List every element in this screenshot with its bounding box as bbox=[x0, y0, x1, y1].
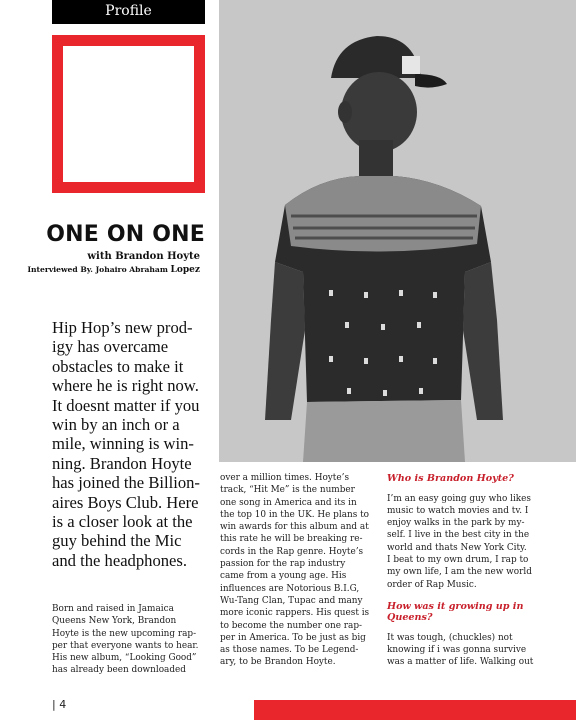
body-line: more iconic rappers. His quest is bbox=[220, 608, 370, 619]
answer-line: music to watch movies and tv. I bbox=[387, 505, 529, 516]
body-line: Born and raised in Jamaica bbox=[52, 604, 174, 614]
answer-paragraph bbox=[387, 632, 545, 669]
question-line: Queens? bbox=[387, 612, 433, 624]
answer-line: I’m an easy going guy who likes bbox=[387, 493, 531, 504]
body-line: one song in America and its in bbox=[220, 497, 357, 508]
body-line: has already been downloaded bbox=[52, 665, 186, 676]
intro-line: mile, winning is win- bbox=[52, 434, 194, 454]
portrait-photo bbox=[219, 0, 576, 462]
body-line: over a million times. Hoyte’s bbox=[220, 473, 349, 483]
answer-line: I beat to my own drum, I rap to bbox=[387, 554, 529, 565]
credit-prefix: Interviewed By. Johairo Abraham bbox=[27, 265, 168, 274]
body-line: Wu-Tang Clan, Tupac and many bbox=[220, 595, 363, 606]
question-heading bbox=[387, 473, 545, 485]
answer-paragraph bbox=[387, 493, 545, 591]
body-line: cords in the Rap genre. Hoyte’s bbox=[220, 546, 364, 557]
footer-accent-bar bbox=[254, 700, 576, 720]
body-line: the top 10 in the UK. He plans to bbox=[220, 509, 369, 520]
body-line: win awards for this album and at bbox=[220, 522, 369, 533]
intro-line: Hip Hop’s new prod- bbox=[52, 318, 193, 337]
body-line: influences are Notorious B.I.G, bbox=[220, 583, 360, 594]
body-column-left bbox=[52, 603, 202, 677]
qa-column bbox=[387, 473, 545, 675]
answer-line: knowing if i was gonna survive bbox=[387, 645, 527, 656]
intro-line: where he is right now. bbox=[52, 376, 199, 396]
answer-line: my own life, I am the new world bbox=[387, 567, 532, 578]
page-number: | 4 bbox=[52, 698, 67, 711]
body-line: came from a young age. His bbox=[220, 571, 347, 582]
intro-line: aires Boys Club. Here bbox=[52, 492, 199, 512]
answer-line: self. I live in the best city in the bbox=[387, 530, 530, 541]
body-line: per in America. To be just as big bbox=[220, 632, 366, 643]
question-line: How was it growing up in bbox=[387, 600, 524, 612]
answer-line: world and thats New York City. bbox=[387, 542, 527, 553]
body-line: Queens New York, Brandon bbox=[52, 616, 177, 627]
section-tag: Profile bbox=[52, 0, 205, 24]
answer-line: was a matter of life. Walking out bbox=[387, 657, 534, 668]
intro-line: guy behind the Mic bbox=[52, 531, 182, 551]
body-line: to become the number one rap- bbox=[220, 620, 363, 631]
question-line: Who is Brandon Hoyte? bbox=[387, 473, 514, 484]
intro-line: ning. Brandon Hoyte bbox=[52, 453, 192, 473]
body-line: ary, to be Brandon Hoyte. bbox=[220, 657, 336, 668]
body-line: Hoyte is the new upcoming rap- bbox=[52, 628, 197, 639]
red-frame-box bbox=[52, 35, 205, 193]
intro-paragraph bbox=[52, 318, 204, 570]
portrait-illustration bbox=[219, 0, 576, 462]
question-heading bbox=[387, 601, 545, 624]
body-line: this rate he will be breaking re- bbox=[220, 534, 363, 545]
body-line: passion for the rap industry bbox=[220, 559, 346, 570]
answer-line: enjoy walks in the park by my- bbox=[387, 518, 525, 529]
body-line: track, “Hit Me” is the number bbox=[220, 485, 355, 496]
intro-line: and the headphones. bbox=[52, 550, 188, 570]
intro-line: has joined the Billion- bbox=[52, 473, 200, 493]
body-line: His new album, “Looking Good” bbox=[52, 653, 197, 664]
answer-line: It was tough, (chuckles) not bbox=[387, 632, 513, 643]
body-line: as those names. To be Legend- bbox=[220, 645, 359, 656]
intro-line: It doesnt matter if you bbox=[52, 395, 200, 415]
interviewer-credit bbox=[22, 265, 200, 275]
answer-line: order of Rap Music. bbox=[387, 579, 477, 590]
article-subtitle: with Brandon Hoyte bbox=[87, 251, 200, 262]
article-title: ONE ON ONE bbox=[46, 222, 205, 247]
intro-line: win by an inch or a bbox=[52, 415, 180, 435]
intro-line: obstacles to make it bbox=[52, 356, 184, 376]
body-column-middle bbox=[220, 472, 375, 669]
credit-surname: Lopez bbox=[170, 265, 200, 275]
intro-line: is a closer look at the bbox=[52, 512, 193, 532]
body-line: per that everyone wants to hear. bbox=[52, 640, 199, 651]
intro-line: igy has overcame bbox=[52, 337, 169, 357]
